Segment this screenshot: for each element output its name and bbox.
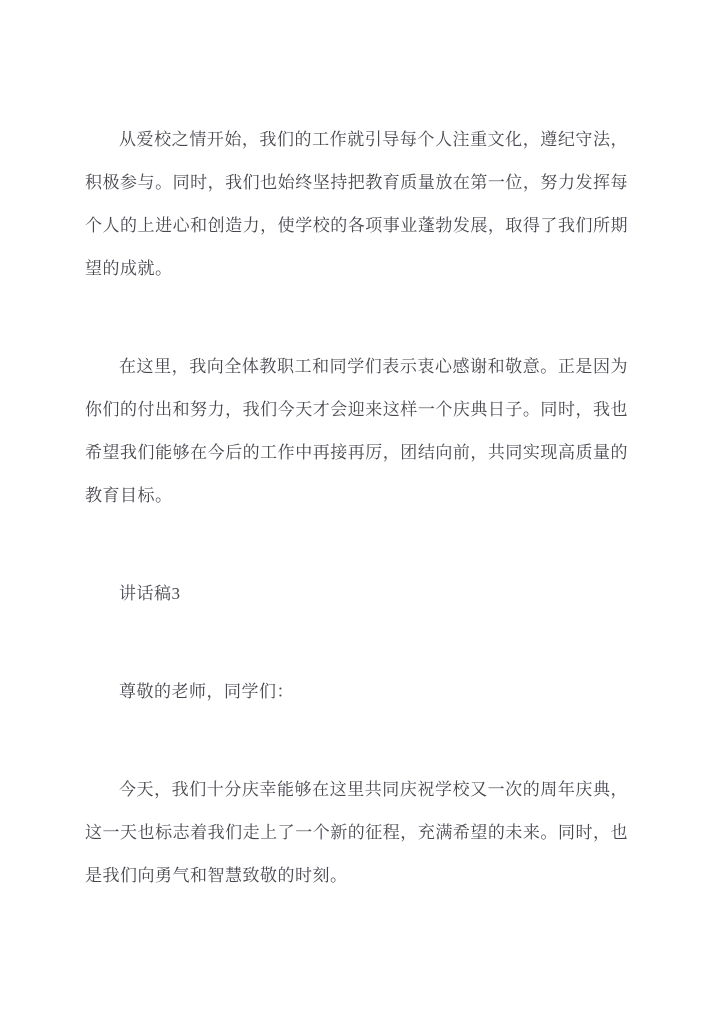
salutation-line: 尊敬的老师，同学们：: [119, 682, 294, 701]
paragraph-body-3: 今天，我们十分庆幸能够在这里共同庆祝学校又一次的周年庆典，这一天也标志着我们走上了一个新的征程，充满希望的未来。同时，也是我们向勇气和智慧致敬的时刻。: [85, 780, 628, 885]
section-heading-speech-3: 讲话稿3: [119, 584, 181, 603]
paragraph-body-1: 从爱校之情开始，我们的工作就引导每个人注重文化，遵纪守法，积极参与。同时，我们也始终坚持把教育质量放在第一位，努力发挥每个人的上进心和创造力，使学校的各项事业蓬勃发展，取得了我们所期望的成就。: [85, 130, 628, 278]
paragraph-body-2: 在这里，我向全体教职工和同学们表示衷心感谢和敬意。正是因为你们的付出和努力，我们今天才会迎来这样一个庆典日子。同时，我也希望我们能够在今后的工作中再接再厉，团结向前，共同实现高质量的教育目标。: [85, 357, 628, 505]
